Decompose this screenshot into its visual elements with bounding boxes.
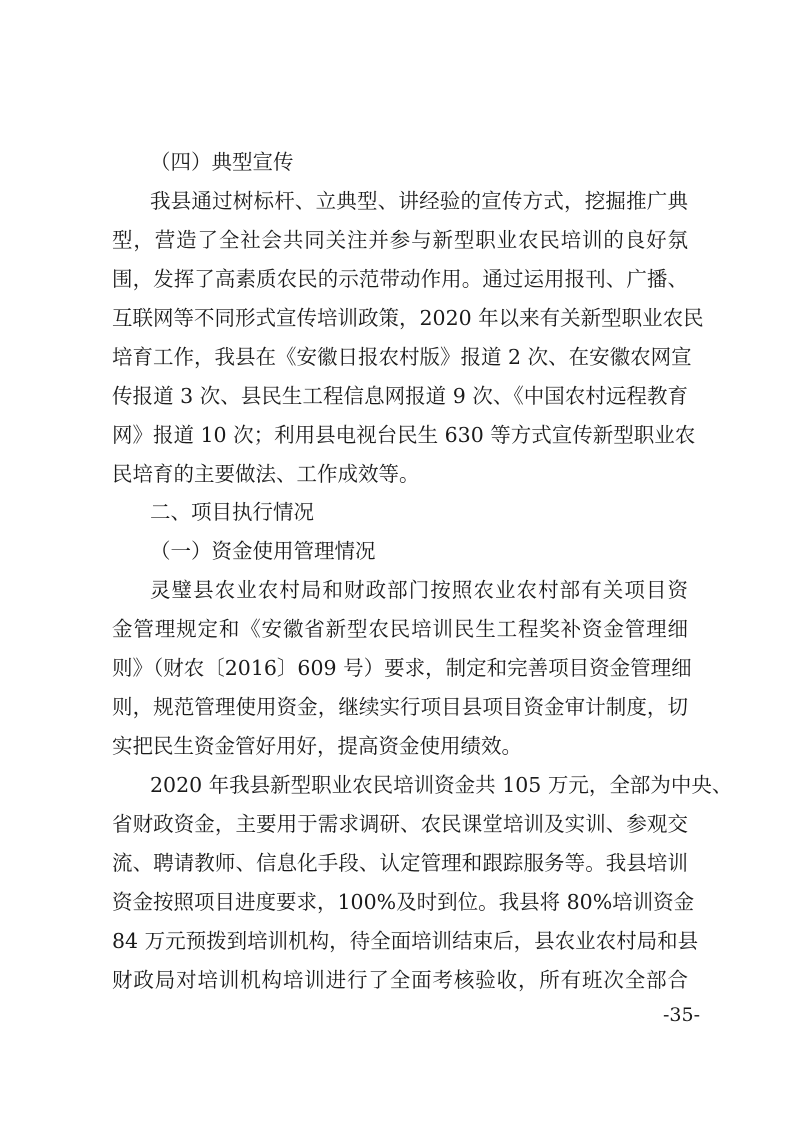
paragraph-line: 省财政资金，主要用于需求调研、农民课堂培训及实训、参观交: [112, 812, 688, 836]
paragraph-line: 我县通过树标杆、立典型、讲经验的宣传方式，挖掘推广典: [150, 189, 688, 213]
section-heading: 二、项目执行情况: [150, 500, 314, 524]
paragraph-line: 传报道 3 次、县民生工程信息网报道 9 次、《中国农村远程教育: [112, 384, 688, 408]
paragraph-line: 培育工作，我县在《安徽日报农村版》报道 2 次、在安徽农网宣: [112, 345, 692, 369]
paragraph-line: 2020 年我县新型职业农民培训资金共 105 万元，全部为中央、: [150, 773, 733, 797]
paragraph-line: 民培育的主要做法、工作成效等。: [112, 462, 420, 486]
paragraph-line: 灵璧县农业农村局和财政部门按照农业农村部有关项目资: [150, 578, 688, 602]
section-heading: （四）典型宣传: [150, 150, 294, 174]
paragraph-line: 围，发挥了高素质农民的示范带动作用。通过运用报刊、广播、: [112, 267, 688, 291]
paragraph-line: 84 万元预拨到培训机构，待全面培训结束后，县农业农村局和县: [112, 929, 699, 953]
paragraph-line: 型，营造了全社会共同关注并参与新型职业农民培训的良好氛: [112, 228, 688, 252]
paragraph-line: 则，规范管理使用资金，继续实行项目县项目资金审计制度，切: [112, 695, 688, 719]
section-heading: （一）资金使用管理情况: [150, 539, 376, 563]
paragraph-line: 财政局对培训机构培训进行了全面考核验收，所有班次全部合: [112, 968, 688, 992]
paragraph-line: 实把民生资金管好用好，提高资金使用绩效。: [112, 734, 522, 758]
paragraph-line: 资金按照项目进度要求，100%及时到位。我县将 80%培训资金: [112, 890, 695, 914]
paragraph-line: 则》（财农〔2016〕609 号）要求，制定和完善项目资金管理细: [112, 656, 692, 680]
paragraph-line: 网》报道 10 次；利用县电视台民生 630 等方式宣传新型职业农: [112, 423, 696, 447]
paragraph-line: 金管理规定和《安徽省新型农民培训民生工程奖补资金管理细: [112, 617, 688, 641]
page-number: -35-: [662, 1004, 700, 1026]
paragraph-line: 互联网等不同形式宣传培训政策，2020 年以来有关新型职业农民: [112, 306, 704, 330]
paragraph-line: 流、聘请教师、信息化手段、认定管理和跟踪服务等。我县培训: [112, 851, 688, 875]
